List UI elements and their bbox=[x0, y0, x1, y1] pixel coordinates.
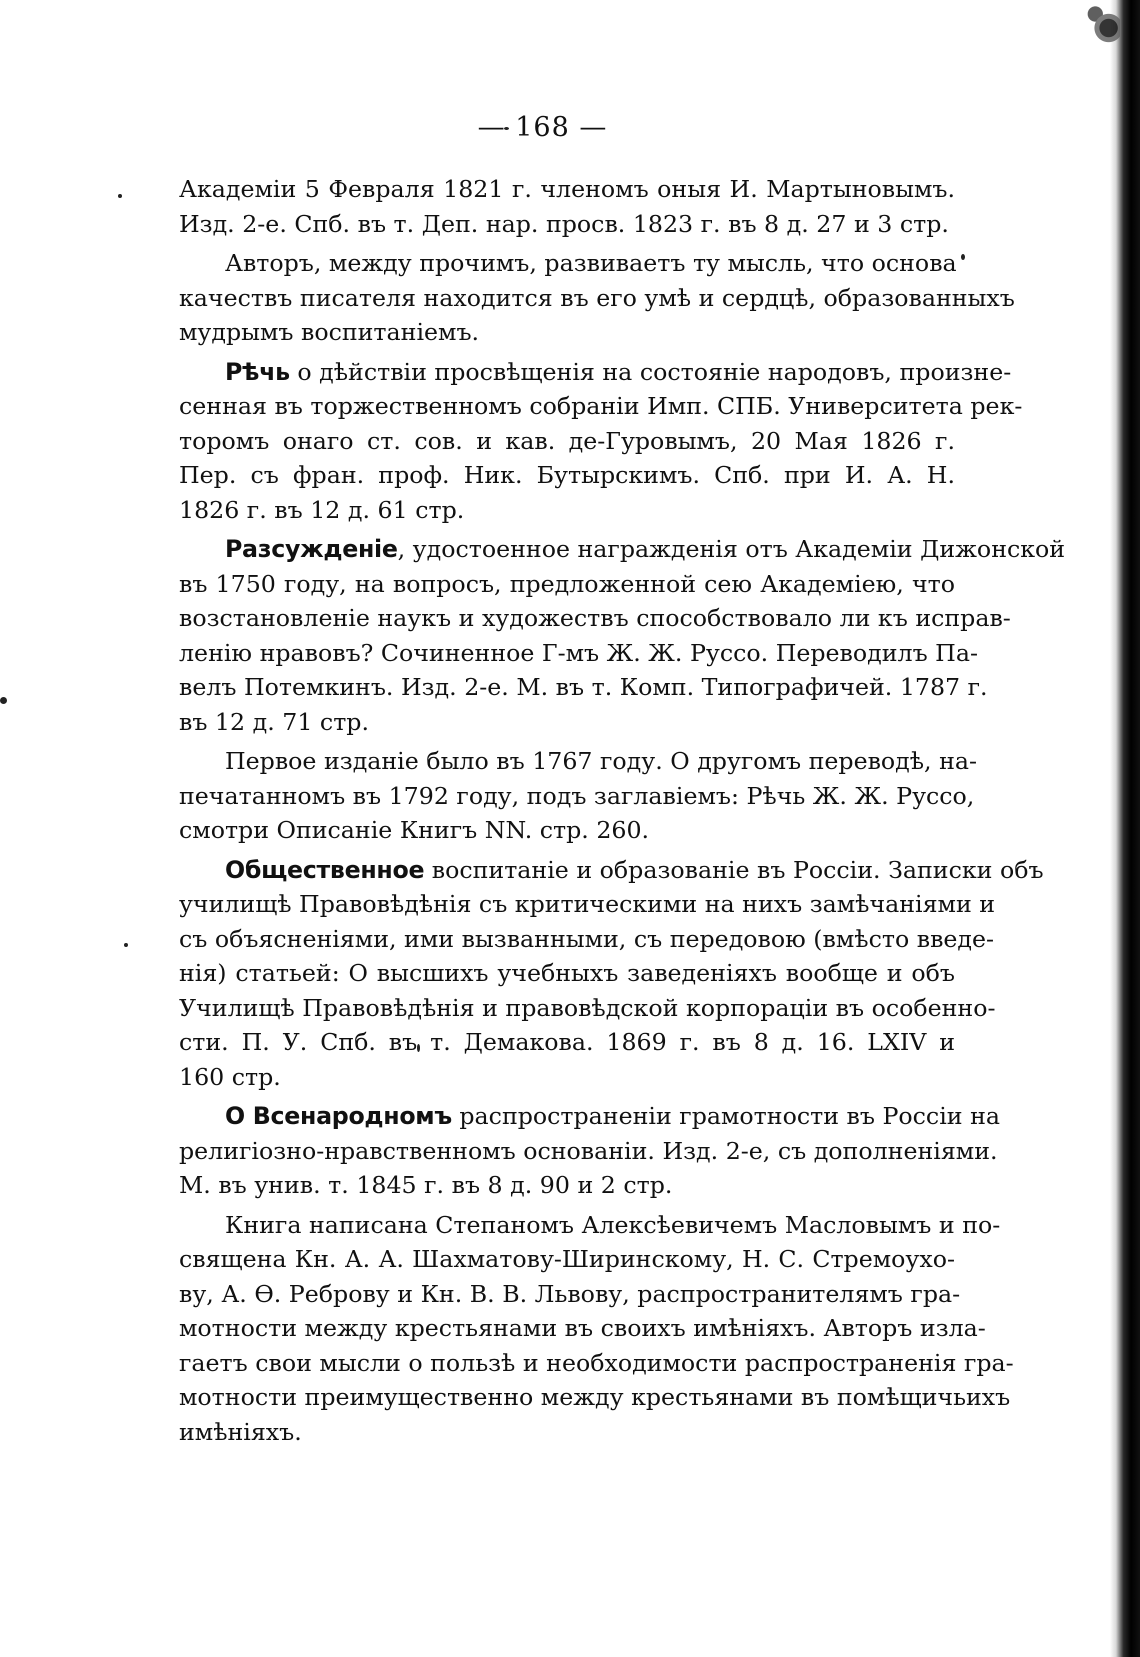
text-line: въ 12 д. 71 стр. bbox=[179, 707, 369, 736]
text-line: имѣніяхъ. bbox=[179, 1417, 302, 1446]
paragraph-1 bbox=[133, 172, 955, 241]
text-line-rest: распространеніи грамотности въ Россіи на bbox=[451, 1102, 1000, 1130]
paragraph-4 bbox=[133, 532, 1066, 739]
text-line: торомъ онаго ст. сов. и кав. де-Гуровымъ, 20 Мая 1826 г. bbox=[179, 426, 955, 455]
text-line: смотри Описаніе Книгъ NN. стр. 260. bbox=[179, 816, 650, 844]
entry-lead-word: Разсужденіе bbox=[225, 535, 398, 563]
paragraph-5 bbox=[133, 744, 978, 848]
text-line: 160 стр. bbox=[179, 1062, 281, 1091]
page-number: — 168 — bbox=[477, 112, 608, 143]
text-line: Книга написана Степаномъ Алексѣевичемъ Масловымъ и по- bbox=[225, 1210, 1001, 1239]
text-line: 1826 г. въ 12 д. 61 стр. bbox=[179, 495, 465, 524]
paragraph-6 bbox=[133, 853, 1044, 1095]
paragraph-2 bbox=[133, 246, 1015, 350]
entry-lead-word: Рѣчь bbox=[225, 357, 290, 386]
text-line: М. въ унив. т. 1845 г. въ 8 д. 90 и 2 стр. bbox=[179, 1171, 673, 1199]
text-line: Училищѣ Правовѣдѣнія и правовѣдской корпораціи въ особенно- bbox=[179, 993, 996, 1022]
text-line: гаетъ свои мысли о пользѣ и необходимости распространенія гра- bbox=[179, 1348, 1014, 1377]
ink-speck bbox=[0, 697, 7, 704]
entry-lead-word: О Всенародномъ bbox=[225, 1102, 452, 1130]
text-line: Пер. съ фран. проф. Ник. Бутырскимъ. Спб. при И. А. Н. bbox=[179, 461, 955, 489]
ink-speck bbox=[118, 194, 122, 198]
text-line: Первое изданіе было въ 1767 году. О другомъ переводѣ, на- bbox=[225, 747, 978, 775]
ink-speck bbox=[961, 254, 965, 260]
text-line bbox=[133, 532, 1066, 567]
text-line: ленію нравовъ? Сочиненное Г-мъ Ж. Ж. Руссо. Переводилъ Па- bbox=[179, 638, 978, 667]
text-line: сенная въ торжественномъ собраніи Имп. СПБ. Университета рек- bbox=[179, 392, 1023, 420]
ink-speck bbox=[124, 943, 128, 947]
text-line-rest: о дѣйствіи просвѣщенія на состояніе народовъ, произне- bbox=[289, 357, 1012, 386]
text-line: велъ Потемкинъ. Изд. 2-е. М. въ т. Комп. Типографичей. 1787 г. bbox=[179, 673, 988, 701]
text-line: нія) статьей: О высшихъ учебныхъ заведеніяхъ вообще и объ bbox=[179, 959, 955, 987]
text-line: ву, А. Ѳ. Реброву и Кн. В. В. Львову, распространителямъ гра- bbox=[179, 1279, 961, 1308]
paragraph-3 bbox=[133, 355, 1023, 528]
text-line: училищѣ Правовѣдѣнія съ критическими на нихъ замѣчаніями и bbox=[179, 890, 996, 918]
text-line: Академіи 5 Февраля 1821 г. членомъ оныя И. Мартыновымъ. bbox=[179, 175, 955, 203]
entry-lead-word: Общественное bbox=[225, 855, 425, 884]
text-line: Изд. 2-е. Спб. въ т. Деп. нар. просв. 1823 г. въ 8 д. 27 и 3 стр. bbox=[179, 209, 949, 238]
text-line: печатанномъ въ 1792 году, подъ заглавіемъ: Рѣчь Ж. Ж. Руссо, bbox=[179, 781, 975, 810]
text-line bbox=[133, 355, 1012, 390]
text-line: въ 1750 году, на вопросъ, предложенной сею Академіею, что bbox=[179, 569, 955, 598]
text-line: качествъ писателя находится въ его умѣ и сердцѣ, образованныхъ bbox=[179, 283, 1015, 312]
text-body bbox=[133, 172, 1066, 1454]
text-line: религіозно-нравственномъ основаніи. Изд. 2-е, съ дополненіями. bbox=[179, 1136, 998, 1165]
text-line-rest: , удостоенное награжденія отъ Академіи Дижонской bbox=[397, 535, 1066, 563]
text-line bbox=[133, 1099, 1000, 1134]
text-line: мотности между крестьянами въ своихъ имѣніяхъ. Авторъ изла- bbox=[179, 1314, 986, 1342]
page-edge-shadow bbox=[1110, 0, 1140, 1657]
text-line-rest: воспитаніе и образованіе въ Россіи. Записки объ bbox=[424, 855, 1044, 884]
text-line bbox=[133, 853, 1044, 888]
text-line: мотности преимущественно между крестьянами въ помѣщичьихъ bbox=[179, 1383, 1011, 1411]
text-line: мудрымъ воспитаніемъ. bbox=[179, 318, 480, 346]
text-line: сти. П. У. Спб. въ т. Демакова. 1869 г. въ 8 д. 16. LXIV и bbox=[179, 1028, 955, 1056]
text-line: съ объясненіями, ими вызванными, съ передовою (вмѣсто введе- bbox=[179, 924, 995, 953]
paragraph-7 bbox=[133, 1099, 1000, 1203]
text-line: возстановленіе наукъ и художествъ способствовало ли къ исправ- bbox=[179, 604, 1011, 632]
text-line: Авторъ, между прочимъ, развиваетъ ту мысль, что основа bbox=[225, 249, 957, 277]
paragraph-8 bbox=[133, 1208, 1014, 1450]
text-line: священа Кн. А. А. Шахматову-Ширинскому, Н. С. Стремоухо- bbox=[179, 1245, 955, 1273]
page-corner-smudge bbox=[1082, 0, 1120, 70]
